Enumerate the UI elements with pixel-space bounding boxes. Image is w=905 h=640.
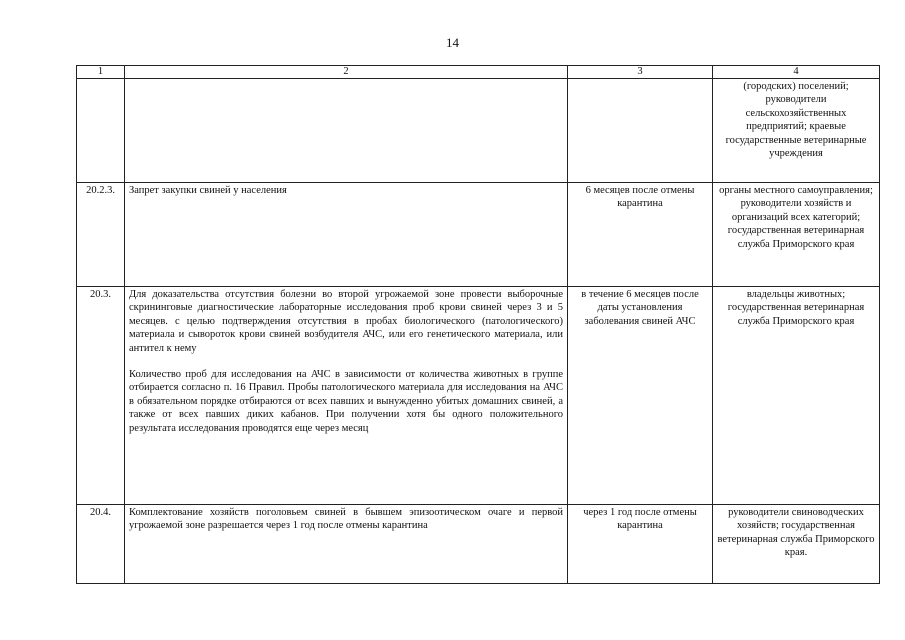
measure-cell: [125, 505, 568, 584]
table-row: [77, 183, 880, 287]
responsible-cell: руководители свиноводческих хозяйств; государственная ветеринарная служба Приморского края.: [713, 505, 880, 584]
term-cell: 6 месяцев после отмены карантина: [568, 183, 713, 287]
measures-table: [76, 65, 880, 584]
term-cell: в течение 6 месяцев после даты установления заболевания свиней АЧС: [568, 287, 713, 505]
term-cell: [568, 79, 713, 183]
measure-text: Количество проб для исследования на АЧС в зависимости от количества животных в группе отбирается согласно п. 16 Правил. Пробы патологического материала для исследования на АЧС в обязательном порядке отбираются от всех павших и вынужденно убитых домашних свиней, а также от всех павших диких кабанов. При получении хотя бы одного положительного результата исследования проводятся еще через месяц: [129, 369, 563, 434]
responsible-cell: органы местного самоуправления; руководители хозяйств и организаций всех категорий; государственная ветеринарная служба Приморского края: [713, 183, 880, 287]
column-header-3: 3: [568, 66, 713, 79]
responsible-cell: (городских) поселений; руководители сельскохозяйственных предприятий; краевые государственные ветеринарные учреждения: [713, 79, 880, 183]
item-number: [77, 79, 125, 183]
measure-cell: [125, 183, 568, 287]
table-row: [77, 79, 880, 183]
item-number: 20.2.3.: [77, 183, 125, 287]
column-header-2: 2: [125, 66, 568, 79]
measure-cell: [125, 287, 568, 505]
table-header-row: [77, 66, 880, 79]
measure-text: Запрет закупки свиней у населения: [129, 185, 287, 196]
column-header-1: 1: [77, 66, 125, 79]
term-cell: через 1 год после отмены карантина: [568, 505, 713, 584]
measure-text: Комплектование хозяйств поголовьем свиней в бывшем эпизоотическом очаге и первой угрожаемой зоне разрешается через 1 год после отмены карантина: [129, 507, 563, 532]
measure-text: Для доказательства отсутствия болезни во второй угрожаемой зоне провести выборочные скрининговые диагностические лабораторные исследования проб крови свиней через 3 и 5 месяцев. с целью подтверждения отсутствия в пробах биологического (патологического) материала и сывороток крови свиней возбудителя АЧС, или его генетического материала, или антител к нему: [129, 289, 563, 354]
page-number: 14: [446, 35, 459, 50]
measure-cell: [125, 79, 568, 183]
column-header-4: 4: [713, 66, 880, 79]
table-row: [77, 505, 880, 584]
table-row: [77, 287, 880, 505]
responsible-cell: владельцы животных; государственная ветеринарная служба Приморского края: [713, 287, 880, 505]
item-number: 20.3.: [77, 287, 125, 505]
item-number: 20.4.: [77, 505, 125, 584]
